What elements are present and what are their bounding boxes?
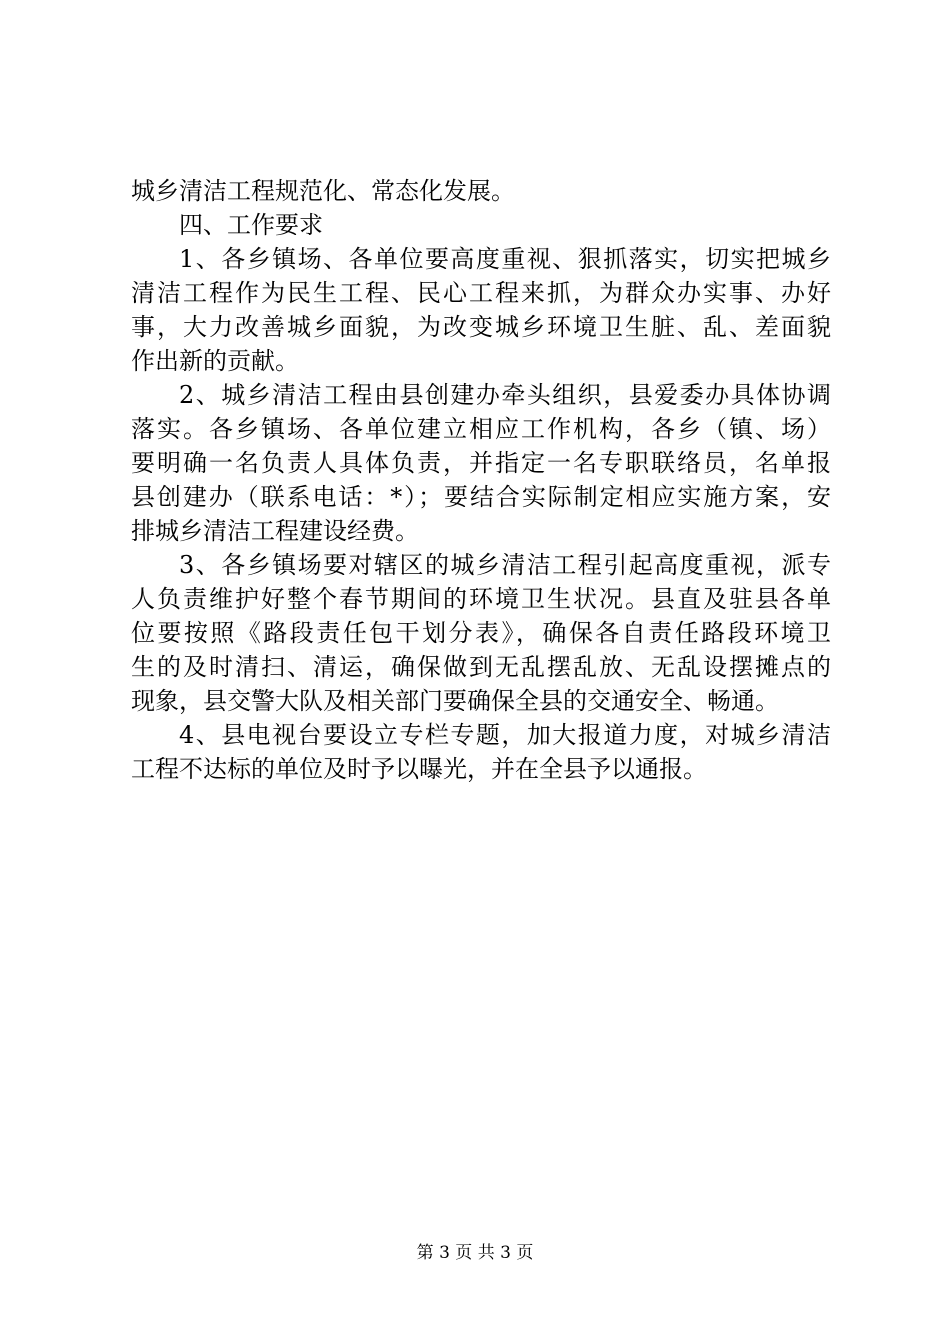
paragraph-1-line: 事，大力改善城乡面貌，为改变城乡环境卫生脏、乱、差面貌 <box>131 313 831 341</box>
paragraph-3-line: 3、各乡镇场要对辖区的城乡清洁工程引起高度重视，派专 <box>179 551 831 579</box>
section-heading: 四、工作要求 <box>179 211 323 239</box>
paragraph-3-line: 位要按照《路段责任包干划分表》，确保各自责任路段环境卫 <box>131 619 831 647</box>
paragraph-1-line: 作出新的贡献。 <box>131 347 299 375</box>
body-text-line: 城乡清洁工程规范化、常态化发展。 <box>131 177 515 205</box>
paragraph-2-line: 2、城乡清洁工程由县创建办牵头组织，县爱委办具体协调 <box>179 381 831 409</box>
paragraph-4-line: 4、县电视台要设立专栏专题，加大报道力度，对城乡清洁 <box>179 721 831 749</box>
paragraph-2-line: 排城乡清洁工程建设经费。 <box>131 517 419 545</box>
paragraph-3-line: 生的及时清扫、清运，确保做到无乱摆乱放、无乱设摆摊点的 <box>131 653 831 681</box>
paragraph-2-line: 县创建办（联系电话：*）；要结合实际制定相应实施方案，安 <box>131 483 831 511</box>
paragraph-3-line: 现象，县交警大队及相关部门要确保全县的交通安全、畅通。 <box>131 687 779 715</box>
page-number-footer: 第 3 页 共 3 页 <box>416 1243 534 1263</box>
paragraph-1-line: 1、各乡镇场、各单位要高度重视、狠抓落实，切实把城乡 <box>179 245 831 273</box>
paragraph-2-line: 要明确一名负责人具体负责，并指定一名专职联络员，名单报 <box>131 449 831 477</box>
paragraph-1-line: 清洁工程作为民生工程、民心工程来抓，为群众办实事、办好 <box>131 279 831 307</box>
paragraph-4-line: 工程不达标的单位及时予以曝光，并在全县予以通报。 <box>131 755 707 783</box>
paragraph-3-line: 人负责维护好整个春节期间的环境卫生状况。县直及驻县各单 <box>131 585 831 613</box>
paragraph-2-line: 落实。各乡镇场、各单位建立相应工作机构，各乡（镇、场） <box>131 415 831 443</box>
